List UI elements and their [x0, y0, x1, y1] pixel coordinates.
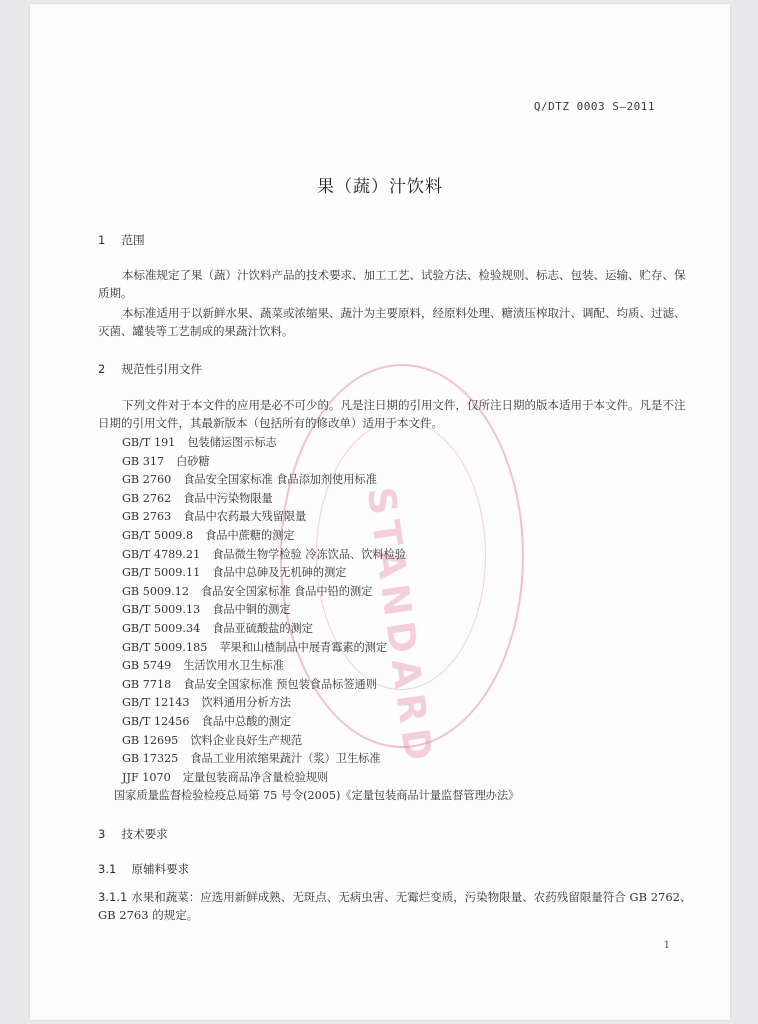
list-item: GB 317 白砂糖	[122, 454, 210, 468]
section-number: 3	[98, 827, 106, 841]
subsection-title: 原辅料要求	[131, 862, 190, 876]
document-page	[30, 4, 730, 1020]
seal-watermark: STANDARD	[358, 484, 442, 770]
list-item: GB 7718 食品安全国家标准 预包装食品标签通则	[122, 677, 377, 691]
section-heading-normative	[98, 361, 202, 377]
list-item: GB/T 12456 食品中总酸的测定	[122, 714, 292, 728]
list-item: GB/T 4789.21 食品微生物学检验 冷冻饮品、饮料检验	[122, 547, 406, 561]
list-item: GB/T 5009.11 食品中总砷及无机砷的测定	[122, 566, 347, 580]
normative-intro: 下列文件对于本文件的应用是必不可少的。凡是注日期的引用文件，仅所注日期的版本适用于本文件。凡是不注日期的引用文件，其最新版本（包括所有的修改单）适用于本文件。	[98, 398, 686, 430]
list-item: GB/T 5009.185 苹果和山楂制品中展青霉素的测定	[122, 640, 388, 654]
list-item: GB 2760 食品安全国家标准 食品添加剂使用标准	[122, 473, 377, 487]
clause-text: 水果和蔬菜：应选用新鲜成熟、无斑点、无病虫害、无霉烂变质，污染物限量、农药残留限量符合 GB 2762、GB 2763 的规定。	[98, 890, 692, 922]
subsection-heading-materials	[98, 861, 189, 877]
list-item: GB/T 191 包装储运图示标志	[122, 436, 277, 449]
clause-3-1-1	[98, 888, 693, 924]
list-item: GB/T 12143 饮料通用分析方法	[122, 696, 292, 710]
section-heading-scope	[98, 232, 145, 248]
section-number: 1	[98, 233, 106, 247]
section-title: 规范性引用文件	[121, 362, 203, 376]
clause-number: 3.1.1	[98, 890, 128, 904]
list-item: GB/T 5009.8 食品中蔗糖的测定	[122, 528, 295, 542]
section-heading-technical	[98, 826, 168, 842]
list-item: GB/T 5009.13 食品中铜的测定	[122, 603, 291, 617]
list-item: GB 2763 食品中农药最大残留限量	[122, 510, 307, 524]
list-item: GB/T 5009.34 食品亚硫酸盐的测定	[122, 621, 313, 635]
reference-list	[114, 434, 520, 806]
page-number: 1	[663, 940, 670, 951]
section-title: 技术要求	[121, 827, 168, 841]
decree-reference: 国家质量监督检验检疫总局第 75 号令(2005)《定量包装商品计量监督管理办法》	[114, 789, 520, 803]
list-item: GB 12695 饮料企业良好生产规范	[122, 733, 303, 747]
scope-paragraph-1: 本标准规定了果（蔬）汁饮料产品的技术要求、加工工艺、试验方法、检验规则、标志、包装、运输、贮存、保质期。	[98, 268, 686, 300]
list-item: GB 17325 食品工业用浓缩果蔬汁（浆）卫生标准	[122, 752, 381, 766]
standard-code: Q/DTZ 0003 S—2011	[533, 100, 655, 113]
section-title: 范围	[121, 233, 145, 247]
document-title: 果（蔬）汁饮料	[317, 177, 443, 197]
list-item: GB 5009.12 食品安全国家标准 食品中铅的测定	[122, 584, 373, 598]
scope-paragraph-2: 本标准适用于以新鲜水果、蔬菜或浓缩果、蔬汁为主要原料，经原料处理、糖渍压榨取汁、调配、均质、过滤、灭菌、罐装等工艺制成的果蔬汁饮料。	[98, 306, 686, 338]
list-item: JJF 1070 定量包装商品净含量检验规则	[122, 770, 329, 784]
section-number: 2	[98, 362, 106, 376]
list-item: GB 5749 生活饮用水卫生标准	[122, 659, 284, 673]
list-item: GB 2762 食品中污染物限量	[122, 491, 273, 505]
subsection-number: 3.1	[98, 862, 117, 876]
